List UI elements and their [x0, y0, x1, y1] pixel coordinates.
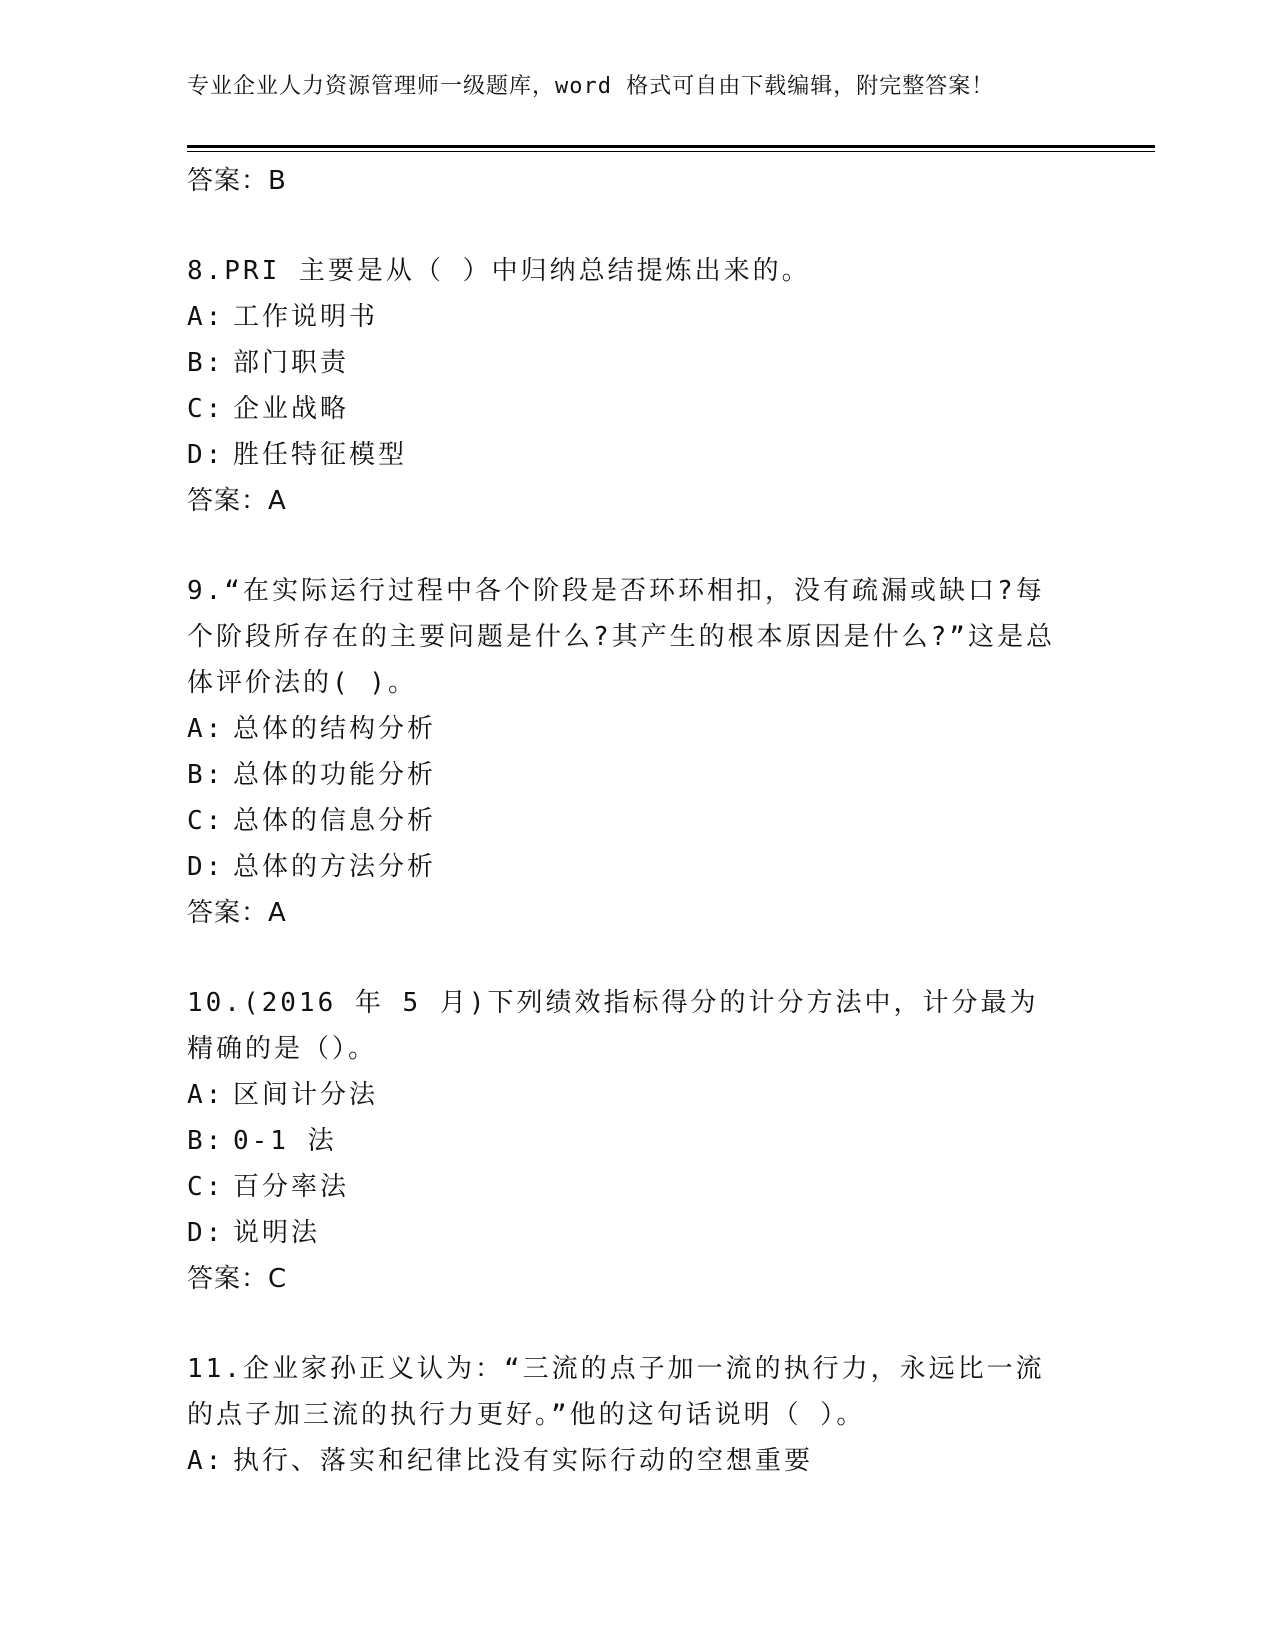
option-letter: C:	[187, 394, 225, 424]
answer-line: 答案：B	[187, 166, 287, 196]
option-b	[187, 340, 1087, 386]
question-stem: 9.“在实际运行过程中各个阶段是否环环相扣，没有疏漏或缺口?每个阶段所存在的主要问题是什么?其产生的根本原因是什么?”这是总体评价法的( )。	[187, 576, 1055, 698]
option-text: 说明法	[233, 1218, 321, 1248]
option-letter: A:	[187, 1080, 225, 1110]
option-text: 工作说明书	[233, 302, 379, 332]
document-body	[187, 158, 1087, 1484]
question-stem: 8.PRI 主要是从（ ）中归纳总结提炼出来的。	[187, 256, 811, 286]
spacer	[187, 524, 1087, 568]
question-stem: 11.企业家孙正义认为：“三流的点子加一流的执行力，永远比一流的点子加三流的执行力更好。”他的这句话说明（ ）。	[187, 1354, 1045, 1430]
question-block	[187, 980, 1087, 1302]
option-text: 区间计分法	[233, 1080, 379, 1110]
option-letter: C:	[187, 806, 225, 836]
option-text: 0-1 法	[233, 1126, 337, 1156]
option-a	[187, 1438, 1087, 1484]
option-text: 执行、落实和纪律比没有实际行动的空想重要	[233, 1446, 814, 1476]
option-d	[187, 1210, 1087, 1256]
header-rule-thin	[187, 151, 1155, 152]
option-letter: D:	[187, 1218, 225, 1248]
option-b	[187, 752, 1087, 798]
option-d	[187, 844, 1087, 890]
option-a	[187, 706, 1087, 752]
page-header: 专业企业人力资源管理师一级题库，word 格式可自由下载编辑，附完整答案！	[187, 74, 995, 99]
option-c	[187, 386, 1087, 432]
option-letter: D:	[187, 440, 225, 470]
question-block	[187, 568, 1087, 936]
option-a	[187, 1072, 1087, 1118]
option-text: 总体的功能分析	[233, 760, 437, 790]
option-a	[187, 294, 1087, 340]
option-text: 胜任特征模型	[233, 440, 408, 470]
option-letter: C:	[187, 1172, 225, 1202]
option-c	[187, 798, 1087, 844]
option-letter: B:	[187, 348, 225, 378]
option-letter: A:	[187, 714, 225, 744]
option-letter: A:	[187, 302, 225, 332]
question-stem: 10.(2016 年 5 月)下列绩效指标得分的计分方法中，计分最为精确的是（）。	[187, 988, 1039, 1064]
option-letter: A:	[187, 1446, 225, 1476]
option-b	[187, 1118, 1087, 1164]
option-text: 总体的方法分析	[233, 852, 437, 882]
option-letter: B:	[187, 1126, 225, 1156]
spacer	[187, 1302, 1087, 1346]
option-letter: B:	[187, 760, 225, 790]
answer-line: 答案：C	[187, 1264, 288, 1294]
option-text: 百分率法	[233, 1172, 350, 1202]
answer-line: 答案：A	[187, 898, 287, 928]
header-rule-thick	[187, 145, 1155, 148]
option-text: 部门职责	[233, 348, 350, 378]
question-block	[187, 248, 1087, 524]
option-letter: D:	[187, 852, 225, 882]
question-block	[187, 1346, 1087, 1484]
option-c	[187, 1164, 1087, 1210]
option-text: 总体的结构分析	[233, 714, 437, 744]
spacer	[187, 936, 1087, 980]
option-text: 总体的信息分析	[233, 806, 437, 836]
option-text: 企业战略	[233, 394, 350, 424]
option-d	[187, 432, 1087, 478]
answer-line: 答案：A	[187, 486, 287, 516]
spacer	[187, 204, 1087, 248]
